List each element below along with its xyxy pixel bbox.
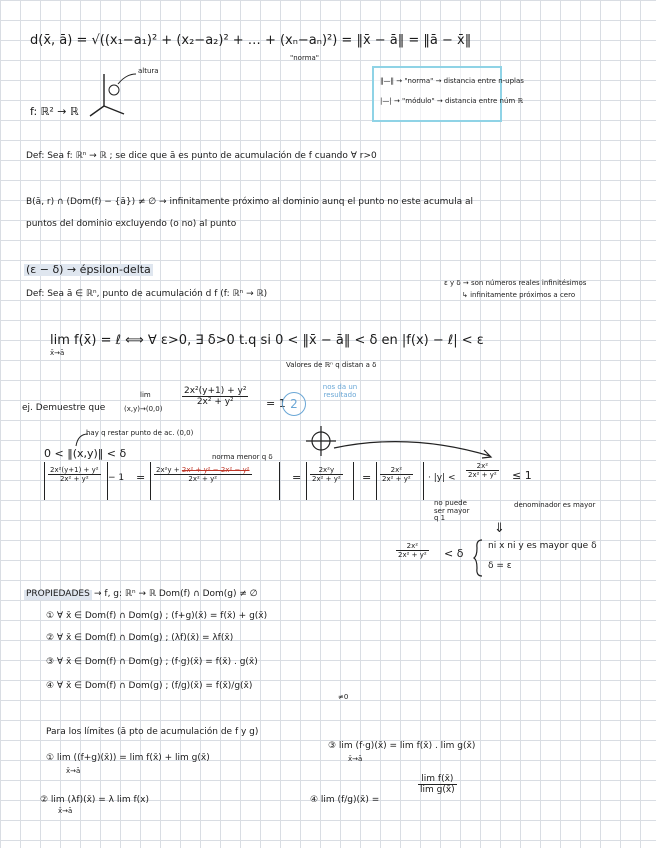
final-denominator: 2x² + y² <box>398 551 427 559</box>
ball-line-1: B(ā, r) ∩ (Dom(f) − {ā}) ≠ ∅ → infinitamente próximo al dominio aunq el punto no este acumula al <box>26 197 474 207</box>
limit-rule-3: ③ lim (f·g)(x̄) = lim f(x̄) . lim g(x̄) <box>328 741 476 751</box>
property-item-2: ② ∀ x̄ ∈ Dom(f) ∩ Dom(g) ; (λf)(x̄) = λf(x̄) <box>46 633 234 643</box>
circled-stamp: 2 <box>282 392 306 416</box>
notes-line-2: |—| → "módulo" → distancia entre núm ℝ <box>380 97 524 105</box>
property-item-1: ① ∀ x̄ ∈ Dom(f) ∩ Dom(g) ; (f+g)(x̄) = f(x̄) + g(x̄) <box>46 611 268 621</box>
example-fraction <box>182 386 248 407</box>
step2-denominator: 2x² + y² <box>188 475 218 483</box>
eq-sign-3: = <box>362 471 372 484</box>
step4-numerator: 2x² <box>380 466 413 475</box>
limit-definition-sub: x̄→ā <box>50 349 65 357</box>
distance-formula: d(x̄, ā) = √((x₁−a₁)² + (x₂−a₂)² + … + (xₙ−aₙ)²) = ‖x̄ − ā‖ = ‖ā − x̄‖ <box>30 33 472 48</box>
brace <box>474 538 484 578</box>
final-numerator: 2x² <box>396 542 429 551</box>
example-hint: hay q restar punto de ac. (0,0) <box>86 429 194 437</box>
limit-rule-2-sub: x̄→ā <box>58 807 73 815</box>
no-resultado-note: nos da un resultado <box>322 383 358 399</box>
minus-one: − 1 <box>108 473 125 483</box>
step1-denominator: 2x² + y² <box>59 475 89 483</box>
norma-menor-note: norma menor q δ <box>212 453 273 461</box>
step3-fraction <box>310 466 343 483</box>
tail-numerator: 2x² <box>466 462 499 471</box>
epsilon-delta-title: (ε − δ) → épsilon-delta <box>26 263 151 276</box>
limit-rule-1: ① lim ((f+g)(x̄)) = lim f(x̄) + lim g(x̄) <box>46 753 210 763</box>
epsilon-note-2: ↳ infinitamente próximos a cero <box>462 291 576 299</box>
limit-definition: lim f(x̄) = ℓ ⟺ ∀ ε>0, ∃ δ>0 t.q si 0 < ‖x̄ − ā‖ < δ en |f(x) − ℓ| < ε <box>50 333 484 348</box>
step3-numerator: 2x²y <box>310 466 343 475</box>
norma-label: "norma" <box>290 54 320 62</box>
property-sub0: ≠0 <box>338 693 349 701</box>
ball-line-2: puntos del dominio excluyendo (o no) al punto <box>26 219 237 229</box>
limit-rule-4-denominator: lim g(x̄) <box>420 785 455 795</box>
def-accumulation-point: Def: Sea f: ℝⁿ → ℝ ; se dice que ā es punto de acumulación de f cuando ∀ r>0 <box>26 151 377 161</box>
example-prefix: ej. Demuestre que <box>22 403 106 413</box>
axes-sketch <box>90 70 150 120</box>
epsilon-note-1: ε y δ → son números reales infinitésimos <box>444 279 587 287</box>
step4-denominator: 2x² + y² <box>382 475 411 483</box>
tail-text: · |y| < <box>428 473 456 483</box>
no-puede-note: no puede ser mayor q 1 <box>434 499 470 523</box>
valores-note: Valores de ℝⁿ q distan a δ <box>286 361 377 369</box>
example-lim-sub: (x,y)→(0,0) <box>124 405 163 413</box>
property-item-3: ③ ∀ x̄ ∈ Dom(f) ∩ Dom(g) ; (f·g)(x̄) = f(x̄) . g(x̄) <box>46 657 258 667</box>
limits-intro: Para los límites (ā pto de acumulación de f y g) <box>46 727 259 737</box>
step2-fraction <box>154 466 252 483</box>
axis-label: altura <box>138 67 159 75</box>
final-note-a: ni x ni y es mayor que δ <box>488 541 597 551</box>
tail-denominator: 2x² + y² <box>468 471 497 479</box>
final-fraction <box>396 542 429 559</box>
example-numerator: 2x²(y+1) + y² <box>184 386 247 396</box>
tail-fraction <box>466 462 499 479</box>
f-label: f: ℝ² → ℝ <box>30 105 79 118</box>
denominador-note: denominador es mayor <box>514 501 596 509</box>
tail-end: ≤ 1 <box>512 469 532 482</box>
step3-denominator: 2x² + y² <box>312 475 341 483</box>
limit-rule-4-numerator: lim f(x̄) <box>418 774 457 785</box>
limit-rule-2: ② lim (λf)(x̄) = λ lim f(x) <box>40 795 150 805</box>
notes-line-1: ‖—‖ → "norma" → distancia entre n-uplas <box>380 77 524 85</box>
eq-sign-2: = <box>292 471 302 484</box>
step2-numerator <box>154 466 252 475</box>
limit-rule-1-sub: x̄→ā <box>66 767 81 775</box>
limit-rule-3-sub: x̄→ā <box>348 755 363 763</box>
step2-numerator-a: 2x²y + <box>156 466 182 474</box>
properties-title: PROPIEDADES <box>26 589 90 599</box>
def-epsilon-delta: Def: Sea ā ∈ ℝⁿ, punto de acumulación d f (f: ℝⁿ → ℝ) <box>26 289 268 299</box>
implies-arrow: ⇓ <box>494 521 505 536</box>
limit-rule-4-fraction <box>418 774 457 795</box>
step1-fraction <box>48 466 101 483</box>
property-item-4: ④ ∀ x̄ ∈ Dom(f) ∩ Dom(g) ; (f/g)(x̄) = f(x̄)/g(x̄) <box>46 681 253 691</box>
eq-sign-1: = <box>136 471 146 484</box>
notes-box <box>372 66 524 122</box>
example-condition: 0 < ‖(x,y)‖ < δ <box>44 447 127 460</box>
step2-numerator-cancelled: 2x² + y² − 2x² − y² <box>181 466 250 474</box>
final-lt: < δ <box>444 547 464 560</box>
example-equals: = 1 <box>266 397 286 410</box>
step4-fraction <box>380 466 413 483</box>
step1-numerator: 2x²(y+1) + y² <box>50 466 99 474</box>
hint-arrow <box>72 432 92 448</box>
limit-rule-4: ④ lim (f/g)(x̄) = <box>310 795 380 805</box>
example-lim: lim <box>140 391 151 399</box>
example-denominator: 2x² + y² <box>196 397 234 407</box>
properties-header: → f, g: ℝⁿ → ℝ Dom(f) ∩ Dom(g) ≠ ∅ <box>94 589 258 599</box>
final-note-b: δ = ε <box>488 561 512 571</box>
